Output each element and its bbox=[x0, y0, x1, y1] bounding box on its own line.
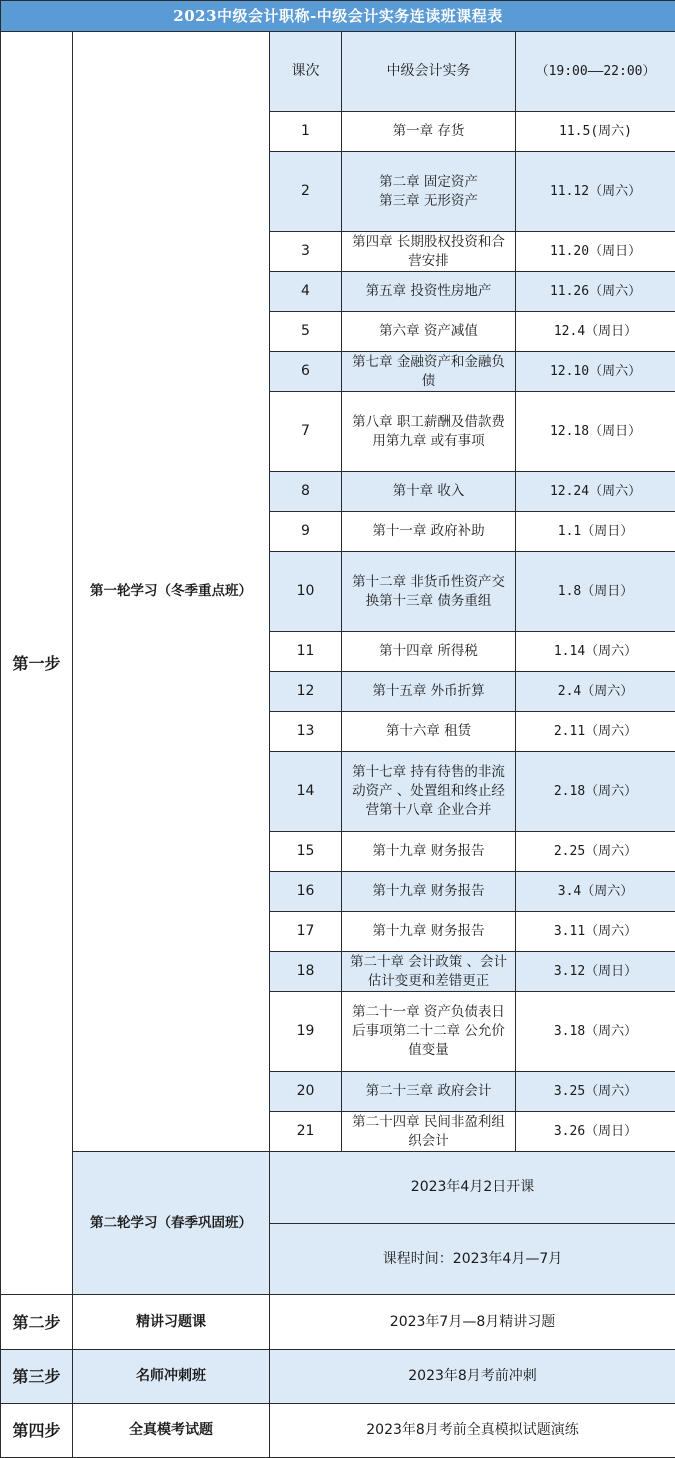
lesson-number: 17 bbox=[270, 912, 342, 952]
lesson-date: 3.18（周六） bbox=[516, 992, 675, 1072]
title-row bbox=[1, 1, 675, 32]
lesson-date: 3.4（周六） bbox=[516, 872, 675, 912]
round1-label: 第一轮学习（冬季重点班） bbox=[73, 32, 270, 1152]
stage-4-row bbox=[1, 1404, 675, 1458]
lesson-date: 3.25（周六） bbox=[516, 1072, 675, 1112]
lesson-chapter: 第十九章 财务报告 bbox=[342, 832, 516, 872]
lesson-number: 21 bbox=[270, 1112, 342, 1152]
round2-period: 课程时间：2023年4月—7月 bbox=[270, 1224, 675, 1295]
lesson-chapter: 第十九章 财务报告 bbox=[342, 872, 516, 912]
lesson-date: 3.11（周六） bbox=[516, 912, 675, 952]
lesson-date: 11.5(周六) bbox=[516, 112, 675, 152]
header-row bbox=[1, 32, 675, 112]
stage-2-course: 精讲习题课 bbox=[73, 1295, 270, 1350]
lesson-chapter: 第十章 收入 bbox=[342, 472, 516, 512]
lesson-chapter: 第十四章 所得税 bbox=[342, 632, 516, 672]
step-4-label: 第四步 bbox=[1, 1404, 73, 1458]
lesson-number: 12 bbox=[270, 672, 342, 712]
lesson-chapter: 第十五章 外币折算 bbox=[342, 672, 516, 712]
lesson-date: 11.12（周六） bbox=[516, 152, 675, 232]
lesson-chapter: 第十六章 租赁 bbox=[342, 712, 516, 752]
lesson-number: 18 bbox=[270, 952, 342, 992]
lesson-chapter: 第六章 资产减值 bbox=[342, 312, 516, 352]
stage-2-detail: 2023年7月—8月精讲习题 bbox=[270, 1295, 675, 1350]
lesson-chapter: 第二十三章 政府会计 bbox=[342, 1072, 516, 1112]
lesson-date: 2.11（周六） bbox=[516, 712, 675, 752]
lesson-chapter: 第一章 存货 bbox=[342, 112, 516, 152]
lesson-number: 14 bbox=[270, 752, 342, 832]
lesson-number: 15 bbox=[270, 832, 342, 872]
round2-label: 第二轮学习（春季巩固班） bbox=[73, 1152, 270, 1295]
lesson-chapter: 第十二章 非货币性资产交换第十三章 债务重组 bbox=[342, 552, 516, 632]
lesson-date: 3.26（周日） bbox=[516, 1112, 675, 1152]
stage-4-detail: 2023年8月考前全真模拟试题演练 bbox=[270, 1404, 675, 1458]
lesson-number: 8 bbox=[270, 472, 342, 512]
lesson-chapter: 第八章 职工薪酬及借款费用第九章 或有事项 bbox=[342, 392, 516, 472]
lesson-date: 11.20（周日） bbox=[516, 232, 675, 272]
stage-2-row bbox=[1, 1295, 675, 1350]
lesson-chapter: 第二十四章 民间非盈利组织会计 bbox=[342, 1112, 516, 1152]
lesson-number: 16 bbox=[270, 872, 342, 912]
lesson-date: 2.18（周六） bbox=[516, 752, 675, 832]
lesson-date: 12.18（周日） bbox=[516, 392, 675, 472]
lesson-number: 19 bbox=[270, 992, 342, 1072]
lesson-chapter: 第二十一章 资产负债表日后事项第二十二章 公允价值变量 bbox=[342, 992, 516, 1072]
lesson-date: 1.1（周日） bbox=[516, 512, 675, 552]
lesson-number: 9 bbox=[270, 512, 342, 552]
stage-3-course: 名师冲刺班 bbox=[73, 1350, 270, 1404]
lesson-chapter: 第四章 长期股权投资和合营安排 bbox=[342, 232, 516, 272]
lesson-chapter: 第二章 固定资产 第三章 无形资产 bbox=[342, 152, 516, 232]
lesson-date: 2.25（周六） bbox=[516, 832, 675, 872]
lesson-number: 20 bbox=[270, 1072, 342, 1112]
lesson-number: 7 bbox=[270, 392, 342, 472]
lesson-date: 1.14（周六） bbox=[516, 632, 675, 672]
header-lesson: 课次 bbox=[270, 32, 342, 112]
lesson-number: 13 bbox=[270, 712, 342, 752]
lesson-chapter: 第二十章 会计政策 、会计估计变更和差错更正 bbox=[342, 952, 516, 992]
lesson-chapter: 第五章 投资性房地产 bbox=[342, 272, 516, 312]
stage-3-row bbox=[1, 1350, 675, 1404]
lesson-number: 2 bbox=[270, 152, 342, 232]
lesson-date: 12.24（周六） bbox=[516, 472, 675, 512]
step-1-label: 第一步 bbox=[1, 32, 73, 1295]
header-subject: 中级会计实务 bbox=[342, 32, 516, 112]
step-3-label: 第三步 bbox=[1, 1350, 73, 1404]
lesson-date: 12.10（周六） bbox=[516, 352, 675, 392]
stage-3-detail: 2023年8月考前冲刺 bbox=[270, 1350, 675, 1404]
round2-start: 2023年4月2日开课 bbox=[270, 1152, 675, 1224]
lesson-chapter: 第十七章 持有待售的非流动资产 、处置组和终止经营第十八章 企业合并 bbox=[342, 752, 516, 832]
step-2-label: 第二步 bbox=[1, 1295, 73, 1350]
lesson-number: 11 bbox=[270, 632, 342, 672]
lesson-number: 5 bbox=[270, 312, 342, 352]
lesson-number: 3 bbox=[270, 232, 342, 272]
lesson-number: 1 bbox=[270, 112, 342, 152]
lesson-date: 3.12（周日） bbox=[516, 952, 675, 992]
stage-4-course: 全真模考试题 bbox=[73, 1404, 270, 1458]
lesson-number: 10 bbox=[270, 552, 342, 632]
schedule-title: 2023中级会计职称-中级会计实务连读班课程表 bbox=[1, 1, 675, 32]
lesson-chapter: 第十九章 财务报告 bbox=[342, 912, 516, 952]
header-time: （19:00——22:00） bbox=[516, 32, 675, 112]
lesson-date: 11.26（周六） bbox=[516, 272, 675, 312]
lesson-chapter: 第十一章 政府补助 bbox=[342, 512, 516, 552]
lesson-date: 2.4（周六） bbox=[516, 672, 675, 712]
lesson-number: 4 bbox=[270, 272, 342, 312]
lesson-chapter: 第七章 金融资产和金融负债 bbox=[342, 352, 516, 392]
lesson-date: 1.8（周日） bbox=[516, 552, 675, 632]
lesson-date: 12.4（周日） bbox=[516, 312, 675, 352]
lesson-number: 6 bbox=[270, 352, 342, 392]
round2-row bbox=[1, 1152, 675, 1224]
